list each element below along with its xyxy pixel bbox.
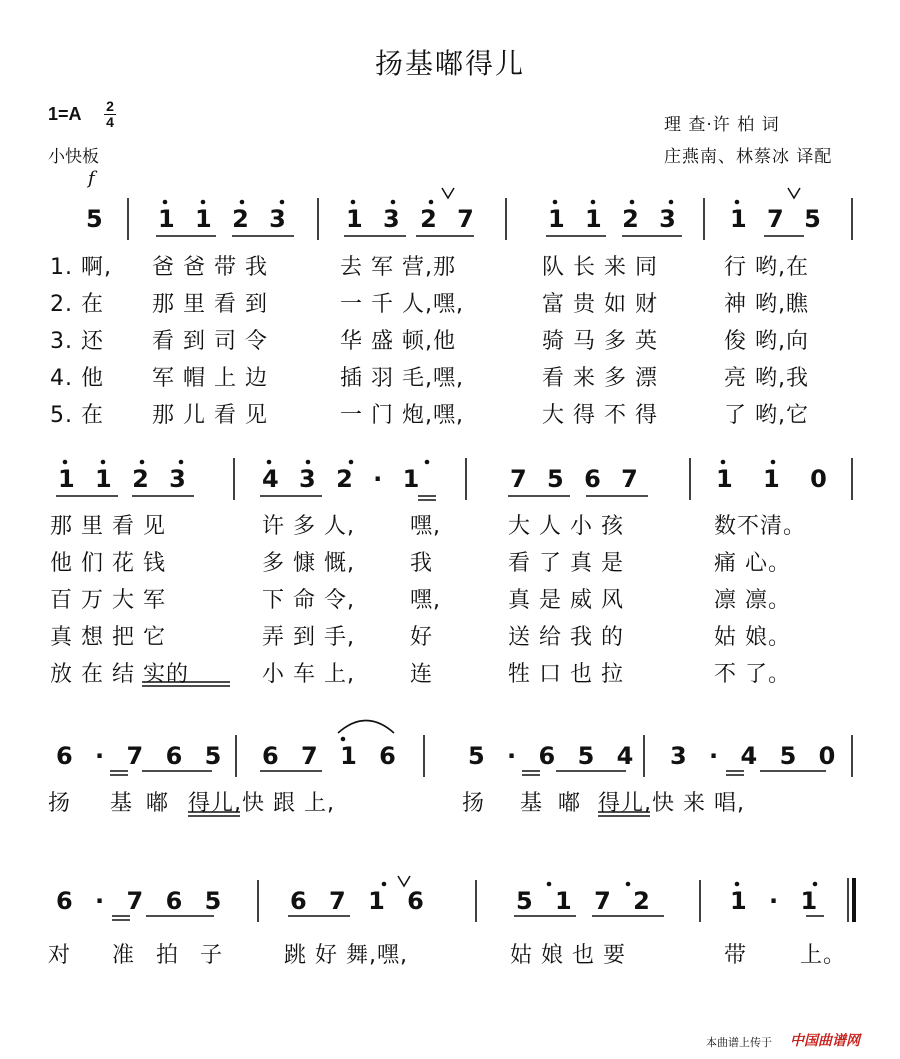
measure: 5 [86,205,103,233]
measure: 6 · 7 6 5 [56,887,222,915]
measure: 1 1 0 [716,465,827,493]
lyric: 百 万 大 军 [50,588,166,613]
lyric: 不 了。 [714,662,791,687]
octave-dots [63,200,818,887]
lyric: 得儿,快 来 唱, [598,791,745,816]
lyric: 送 给 我 的 [508,625,624,650]
lyric: 嘟 [146,791,170,816]
lyric: 大 人 小 孩 [508,514,624,539]
lyric: 那 里 看 到 [152,292,268,317]
song-title: 扬基嘟得儿 [374,47,525,80]
measure: 1 1 2 3 [548,205,676,233]
footer-text: 本曲谱上传于 [706,1036,772,1049]
lyric: 插 羽 毛,嘿, [340,366,464,391]
lyric: 那 儿 看 见 [152,403,268,428]
key-signature: 1=A [48,104,82,124]
lyric: 得儿,快 跟 上, [188,791,335,816]
lyric: 真 是 威 风 [508,588,624,613]
measure: 6 7 1 6 [262,742,396,770]
lyric: 5. 在 [50,403,104,428]
lyric: 凛 凛。 [714,588,791,613]
lyric: 带 [724,943,748,968]
tempo-marking: 小快板 [48,147,99,167]
barlines [128,198,852,922]
lyric: 4. 他 [50,366,104,391]
lyric: 看 到 司 令 [152,329,268,354]
measure: 7 5 6 7 [510,465,638,493]
beam-underlines [56,236,826,920]
lyric: 真 想 把 它 [50,625,166,650]
lyric: 了 哟,它 [724,403,809,428]
measure: 1 3 2 7 [346,205,474,233]
lyric: 神 哟,瞧 [724,292,809,317]
lyric: 放 在 结 实的 [50,662,189,687]
measure: 6 7 1 6 [290,887,424,915]
lyric: 上。 [800,943,847,968]
lyric: 看 来 多 漂 [542,366,658,391]
lyric: 2. 在 [50,292,104,317]
lyric: 牲 口 也 拉 [508,662,624,687]
dynamic-marking: f [88,168,95,189]
measure: 5 · 6 5 4 [468,742,634,770]
lyric: 姑 娘。 [714,625,791,650]
time-sig-top: 2 [106,98,114,114]
lyric: 去 军 营,那 [340,255,456,280]
lyric: 基 [520,791,544,816]
lyric: 看 了 真 是 [508,551,624,576]
lyric: 军 帽 上 边 [152,366,268,391]
lyric: 富 贵 如 财 [542,292,658,317]
lyric: 拍 [156,943,180,968]
lyric: 3. 还 [50,329,104,354]
measure: 6 · 7 6 5 [56,742,222,770]
lyric: 痛 心。 [714,551,791,576]
lyric: 弄 到 手, [262,625,355,650]
lyric: 扬 [48,791,72,816]
lyric: 对 [48,943,72,968]
lyric: 嘿, [410,514,441,539]
lyric: 华 盛 顿,他 [340,329,456,354]
lyric: 那 里 看 见 [50,514,166,539]
lyric: 连 [410,662,434,687]
lyric: 准 [112,943,136,968]
time-sig-bottom: 4 [106,114,114,130]
lyric: 子 [200,943,224,968]
measure: 4 3 2 · 1 [262,465,420,493]
slur [338,721,394,734]
lyric: 跳 好 舞,嘿, [284,943,408,968]
measure: 1 · 1 [730,887,818,915]
lyric: 骑 马 多 英 [542,329,658,354]
lyric: 亮 哟,我 [724,366,809,391]
lyric: 扬 [462,791,486,816]
measure: 5 1 7 2 [516,887,650,915]
breath-marks [398,188,800,886]
lyric: 爸 爸 带 我 [152,255,268,280]
lyric: 一 千 人,嘿, [340,292,464,317]
lyric: 队 长 来 同 [542,255,658,280]
measure: 1 1 2 3 [58,465,186,493]
measure: 1 7 5 [730,205,821,233]
measure: 3 · 4 5 0 [670,742,836,770]
lyric: 多 慷 慨, [262,551,355,576]
lyric: 数不清。 [714,514,807,539]
lyric: 小 车 上, [262,662,355,687]
lyric: 俊 哟,向 [724,329,809,354]
lyric: 好 [410,625,434,650]
lyric: 他 们 花 钱 [50,551,166,576]
lyric-underlines [142,682,650,816]
lyric: 一 门 炮,嘿, [340,403,464,428]
translator-credit: 庄燕南、林蔡冰 译配 [664,147,833,167]
lyric: 我 [410,551,434,576]
lyric: 行 哟,在 [724,255,809,280]
lyric: 大 得 不 得 [542,403,658,428]
lyric: 姑 娘 也 要 [510,943,626,968]
lyricist-credit: 理 查·许 柏 词 [664,115,780,135]
lyric: 嘟 [558,791,582,816]
site-logo[interactable]: 中国曲谱网 [790,1032,860,1048]
lyric: 下 命 令, [262,588,355,613]
lyric: 基 [110,791,134,816]
measure: 1 1 2 3 [158,205,286,233]
lyric: 许 多 人, [262,514,355,539]
lyric: 1. 啊, [50,255,112,280]
lyric: 嘿, [410,588,441,613]
